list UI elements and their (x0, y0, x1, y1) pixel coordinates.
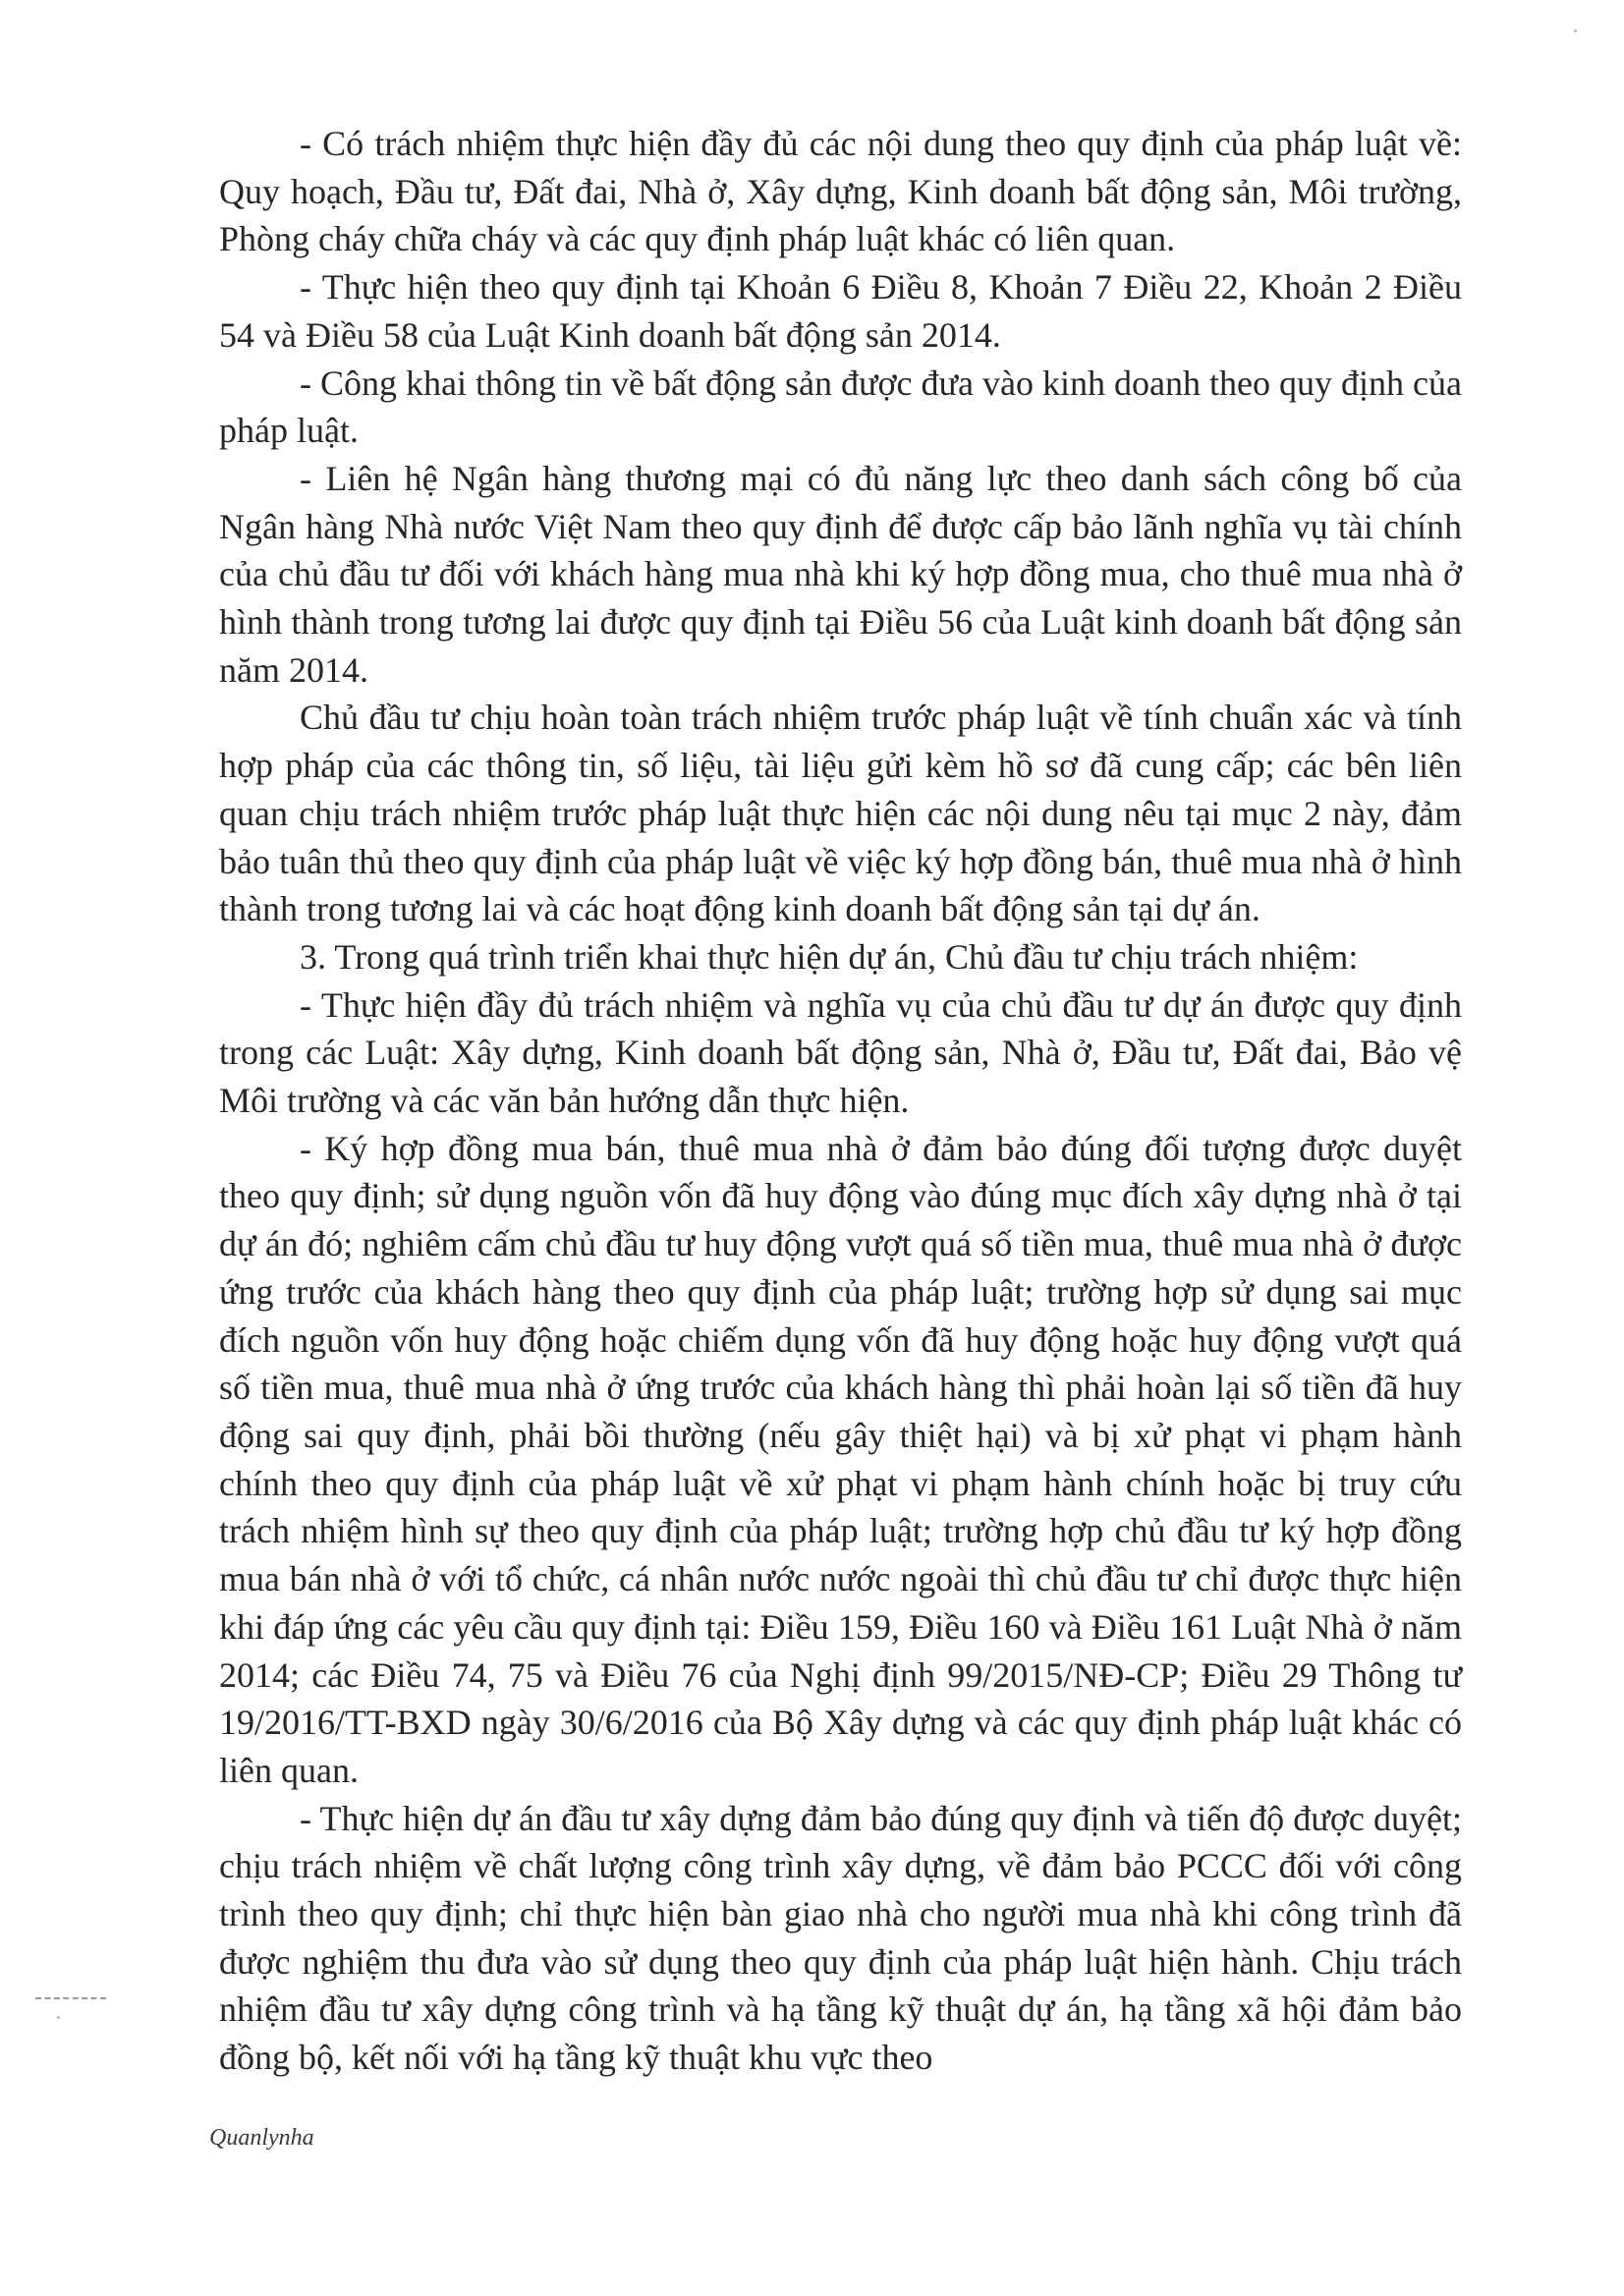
paragraph-real-estate-law-articles: - Thực hiện theo quy định tại Khoản 6 Điều 8, Khoản 7 Điều 22, Khoản 2 Điều 54 và Điều 58 của Luật Kinh doanh bất động sản 2014. (219, 267, 1462, 355)
scan-speck (1574, 29, 1577, 32)
paragraph-obligations: - Thực hiện đầy đủ trách nhiệm và nghĩa vụ của chủ đầu tư dự án được quy định trong các Luật: Xây dựng, Kinh doanh bất động sản, Nhà ở, Đầu tư, Đất đai, Bảo vệ Môi trường và các văn bản hướng dẫn thực hiện. (219, 984, 1462, 1121)
paragraph-investor-liability: Chủ đầu tư chịu hoàn toàn trách nhiệm trước pháp luật về tính chuẩn xác và tính hợp pháp của các thông tin, số liệu, tài liệu gửi kèm hồ sơ đã cung cấp; các bên liên quan chịu trách nhiệm trước pháp luật thực hiện các nội dung nêu tại mục 2 này, đảm bảo tuân thủ theo quy định của pháp luật về việc ký hợp đồng bán, thuê mua nhà ở hình thành trong tương lai và các hoạt động kinh doanh bất động sản tại dự án. (219, 698, 1462, 929)
scan-margin-mark (35, 1997, 106, 1999)
paragraph-sales-contracts: - Ký hợp đồng mua bán, thuê mua nhà ở đảm bảo đúng đối tượng được duyệt theo quy định; sử dụng nguồn vốn đã huy động vào đúng mục đích xây dựng nhà ở tại dự án đó; nghiêm cấm chủ đầu tư huy động vượt quá số tiền mua, thuê mua nhà ở được ứng trước của khách hàng theo quy định của pháp luật; trường hợp sử dụng sai mục đích nguồn vốn huy động hoặc chiếm dụng vốn đã huy động hoặc huy động vượt quá số tiền mua, thuê mua nhà ở ứng trước của khách hàng thì phải hoàn lại số tiền đã huy động sai quy định, phải bồi thường (nếu gây thiệt hại) và bị xử phạt vi phạm hành chính theo quy định của pháp luật về xử phạt vi phạm hành chính hoặc bị truy cứu trách nhiệm hình sự theo quy định của pháp luật; trường hợp chủ đầu tư ký hợp đồng mua bán nhà ở với tổ chức, cá nhân nước nước ngoài thì chủ đầu tư chỉ được thực hiện khi đáp ứng các yêu cầu quy định tại: Điều 159, Điều 160 và Điều 161 Luật Nhà ở năm 2014; các Điều 74, 75 và Điều 76 của Nghị định 99/2015/NĐ-CP; Điều 29 Thông tư 19/2016/TT-BXD ngày 30/6/2016 của Bộ Xây dựng và các quy định pháp luật khác có liên quan. (219, 1128, 1462, 1790)
paragraph-section-3-heading: 3. Trong quá trình triển khai thực hiện dự án, Chủ đầu tư chịu trách nhiệm: (300, 936, 1359, 977)
document-body (219, 120, 1462, 2082)
footer-note: Quanlynha (209, 2125, 314, 2151)
paragraph-bank-guarantee: - Liên hệ Ngân hàng thương mại có đủ năng lực theo danh sách công bố của Ngân hàng Nhà nước Việt Nam theo quy định để được cấp bảo lãnh nghĩa vụ tài chính của chủ đầu tư đối với khách hàng mua nhà khi ký hợp đồng mua, cho thuê mua nhà ở hình thành trong tương lai được quy định tại Điều 56 của Luật kinh doanh bất động sản năm 2014. (219, 458, 1462, 690)
paragraph-responsibility-law: - Có trách nhiệm thực hiện đầy đủ các nội dung theo quy định của pháp luật về: Quy hoạch, Đầu tư, Đất đai, Nhà ở, Xây dựng, Kinh doanh bất động sản, Môi trường, Phòng cháy chữa cháy và các quy định pháp luật khác có liên quan. (219, 124, 1462, 259)
paragraph-public-disclosure: - Công khai thông tin về bất động sản được đưa vào kinh doanh theo quy định của pháp luật. (219, 363, 1462, 451)
paragraph-construction-quality: - Thực hiện dự án đầu tư xây dựng đảm bảo đúng quy định và tiến độ được duyệt; chịu trách nhiệm về chất lượng công trình xây dựng, về đảm bảo PCCC đối với công trình theo quy định; chỉ thực hiện bàn giao nhà cho người mua nhà khi công trình đã được nghiệm thu đưa vào sử dụng theo quy định của pháp luật hiện hành. Chịu trách nhiệm đầu tư xây dựng công trình và hạ tầng kỹ thuật dự án, hạ tầng xã hội đảm bảo đồng bộ, kết nối với hạ tầng kỹ thuật khu vực theo (219, 1798, 1462, 2078)
scan-speck (57, 2016, 60, 2019)
